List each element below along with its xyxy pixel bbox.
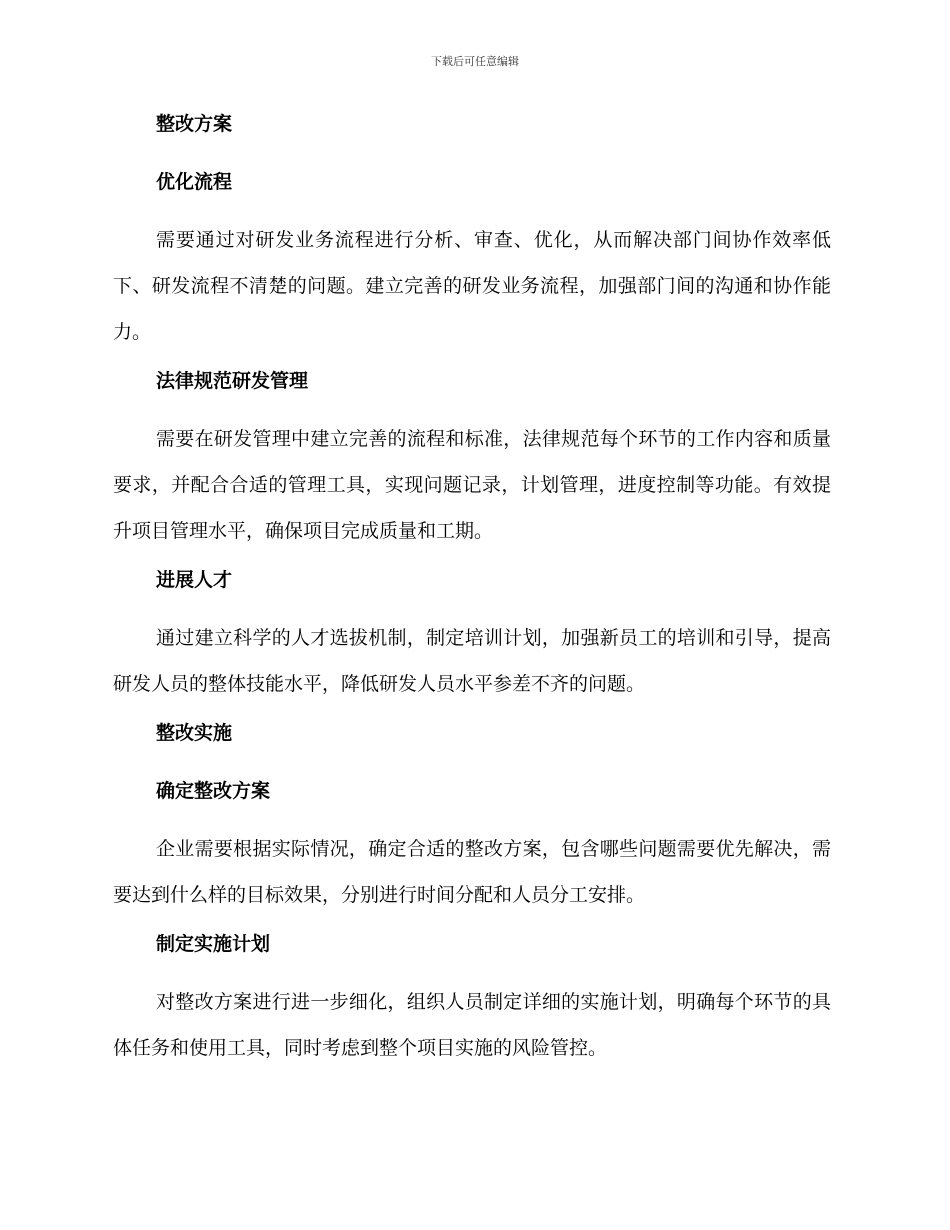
section-heading-implementation: 整改实施 (156, 722, 233, 744)
document-body (113, 110, 831, 1083)
paragraph-talent: 通过建立科学的人才选拔机制，制定培训计划，加强新员工的培训和引导，提高研发人员的整体技能水平，降低研发人员水平参差不齐的问题。 (113, 627, 831, 695)
paragraph-make-schedule: 对整改方案进行进一步细化，组织人员制定详细的实施计划，明确每个环节的具体任务和使用工具，同时考虑到整个项目实施的风险管控。 (113, 991, 831, 1059)
paragraph-standardize-management: 需要在研发管理中建立完善的流程和标准，法律规范每个环节的工作内容和质量要求，并配合合适的管理工具，实现问题记录，计划管理，进度控制等功能。有效提升项目管理水平，确保项目完成质量和工期。 (113, 428, 831, 542)
section-heading-optimize-process: 优化流程 (156, 171, 233, 193)
paragraph-determine-plan: 企业需要根据实际情况，确定合适的整改方案，包含哪些问题需要优先解决，需要达到什么样的目标效果，分别进行时间分配和人员分工安排。 (113, 838, 831, 906)
section-heading-determine-plan: 确定整改方案 (156, 780, 271, 802)
section-heading-standardize-management: 法律规范研发管理 (156, 370, 309, 392)
section-heading-make-schedule: 制定实施计划 (156, 933, 271, 955)
section-heading-rectification-plan: 整改方案 (156, 113, 233, 135)
section-heading-talent: 进展人才 (156, 569, 233, 591)
paragraph-optimize-process: 需要通过对研发业务流程进行分析、审查、优化，从而解决部门间协作效率低下、研发流程不清楚的问题。建立完善的研发业务流程，加强部门间的沟通和协作能力。 (113, 229, 831, 343)
page-header: 下载后可任意编辑 (431, 55, 519, 68)
